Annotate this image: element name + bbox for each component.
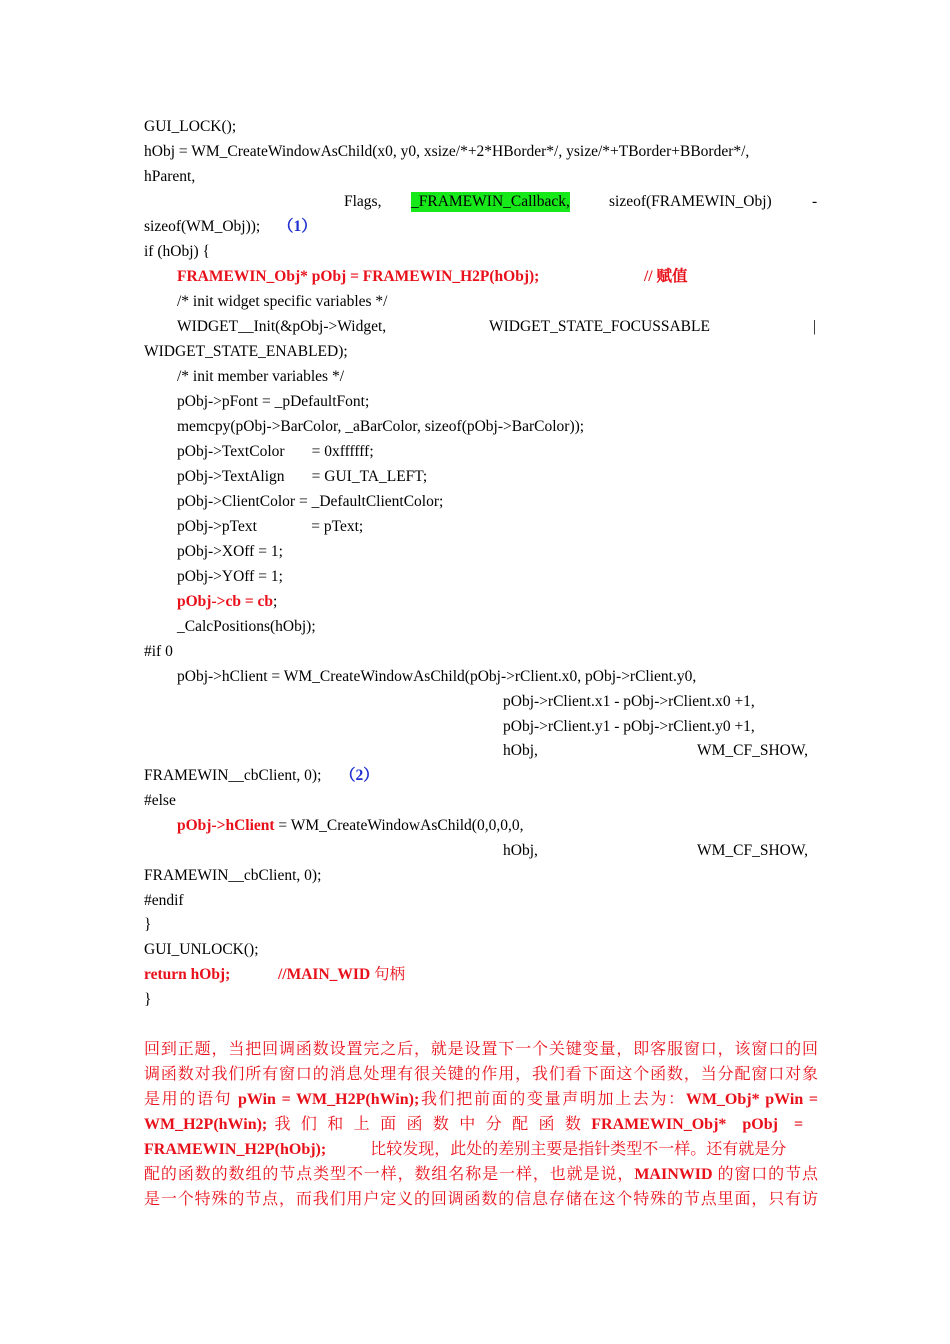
- paragraph-line: 回到正题，当把回调函数设置完之后，就是设置下一个关键变量，即客服窗口，该窗口的回: [144, 1041, 818, 1058]
- code-line: if (hObj) {: [144, 243, 210, 260]
- paragraph-code: WM_Obj* pWin =: [685, 1091, 818, 1108]
- code-line: pObj->rClient.y1 - pObj->rClient.y0 +1,: [503, 718, 755, 735]
- code-token: 句柄: [370, 966, 406, 983]
- code-token: hObj,: [503, 842, 538, 859]
- code-token: return hObj;: [144, 966, 231, 983]
- paragraph-text: 是用的语句: [144, 1091, 238, 1108]
- code-token: -: [812, 193, 818, 210]
- code-token: sizeof(FRAMEWIN_Obj): [609, 193, 772, 210]
- code-line: /* init widget specific variables */: [177, 293, 388, 310]
- paragraph-line: [144, 1112, 818, 1137]
- code-line: #endif: [144, 892, 184, 909]
- code-token: //MAIN_WID: [278, 966, 371, 983]
- code-line: pObj->YOff = 1;: [177, 568, 283, 585]
- paragraph-text: 比较发现，此处的差别主要是指针类型不一样。还有就是分: [370, 1141, 787, 1158]
- annotation-marker-1: （1）: [278, 218, 317, 235]
- code-line: #if 0: [144, 643, 173, 660]
- paragraph-text: 我 们 和 上 面 函 数 中 分 配 函 数: [267, 1116, 592, 1133]
- code-line: #else: [144, 792, 176, 809]
- code-token: Flags,: [344, 193, 382, 210]
- paragraph-line: [144, 1137, 818, 1162]
- code-token: ;: [273, 593, 278, 610]
- explanation-paragraph: [144, 1037, 818, 1212]
- highlighted-callback: _FRAMEWIN_Callback,: [411, 193, 570, 210]
- code-token: hObj,: [503, 742, 538, 759]
- code-line: GUI_UNLOCK();: [144, 941, 259, 958]
- code-line: pObj->XOff = 1;: [177, 543, 283, 560]
- code-token: WM_CF_SHOW,: [697, 742, 808, 759]
- code-line: pObj->pText = pText;: [177, 518, 364, 535]
- code-comment: // 赋值: [644, 268, 688, 285]
- paragraph-code: FRAMEWIN_Obj* pObj =: [591, 1116, 804, 1133]
- code-line-highlight: FRAMEWIN_Obj* pObj = FRAMEWIN_H2P(hObj);: [177, 268, 540, 285]
- code-token: pObj->cb = cb: [177, 593, 274, 610]
- code-line: FRAMEWIN__cbClient, 0);: [144, 867, 322, 884]
- paragraph-line: 调函数对我们所有窗口的消息处理有很关键的作用，我们看下面这个函数，当分配窗口对象: [144, 1066, 818, 1083]
- code-comment: [278, 965, 405, 985]
- code-line: pObj->rClient.x1 - pObj->rClient.x0 +1,: [503, 693, 755, 710]
- paragraph-line: [144, 1087, 818, 1112]
- code-line: /* init member variables */: [177, 368, 345, 385]
- code-line: memcpy(pObj->BarColor, _aBarColor, sizeof(pObj->BarColor));: [177, 418, 585, 435]
- code-token: = WM_CreateWindowAsChild(0,0,0,0,: [274, 817, 524, 834]
- code-line-highlight: [177, 592, 277, 612]
- paragraph-code: WM_H2P(hWin);: [144, 1116, 268, 1133]
- paragraph-text: 我们把前面的变量声明加上去为：: [419, 1091, 686, 1108]
- code-token: sizeof(WM_Obj));: [144, 218, 261, 235]
- code-token: WM_CF_SHOW,: [697, 842, 808, 859]
- code-line-highlight: [177, 816, 523, 836]
- code-line: pObj->pFont = _pDefaultFont;: [177, 393, 370, 410]
- code-line: hParent,: [144, 168, 196, 185]
- code-line: hObj = WM_CreateWindowAsChild(x0, y0, xsize/*+2*HBorder*/, ysize/*+TBorder+BBorder*/,: [144, 143, 750, 160]
- paragraph-line: 是一个特殊的节点，而我们用户定义的回调函数的信息存储在这个特殊的节点里面，只有访: [144, 1191, 818, 1208]
- code-token: WIDGET_STATE_FOCUSSABLE: [489, 318, 710, 335]
- code-line: GUI_LOCK();: [144, 118, 237, 135]
- paragraph-code: MAINWID: [634, 1166, 713, 1183]
- paragraph-code: FRAMEWIN_H2P(hObj);: [144, 1141, 327, 1158]
- paragraph-text: 的窗口的节点: [712, 1166, 818, 1183]
- code-token: FRAMEWIN__cbClient, 0);: [144, 767, 322, 784]
- annotation-marker-2: （2）: [340, 767, 379, 784]
- paragraph-text: 配的函数的数组的节点类型不一样，数组名称是一样，也就是说，: [144, 1166, 635, 1183]
- code-line: WIDGET_STATE_ENABLED);: [144, 343, 348, 360]
- code-token: WIDGET__Init(&pObj->Widget,: [177, 318, 387, 335]
- paragraph-line: [144, 1162, 818, 1187]
- code-line: pObj->ClientColor = _DefaultClientColor;: [177, 493, 444, 510]
- code-line: pObj->TextColor = 0xffffff;: [177, 443, 374, 460]
- code-line: }: [144, 916, 152, 933]
- code-line: }: [144, 991, 152, 1008]
- code-token: |: [813, 318, 817, 335]
- code-line: pObj->TextAlign = GUI_TA_LEFT;: [177, 468, 428, 485]
- code-token: pObj->hClient: [177, 817, 275, 834]
- code-line: pObj->hClient = WM_CreateWindowAsChild(pObj->rClient.x0, pObj->rClient.y0,: [177, 668, 697, 685]
- paragraph-code: pWin = WM_H2P(hWin);: [237, 1091, 420, 1108]
- code-line: _CalcPositions(hObj);: [177, 618, 316, 635]
